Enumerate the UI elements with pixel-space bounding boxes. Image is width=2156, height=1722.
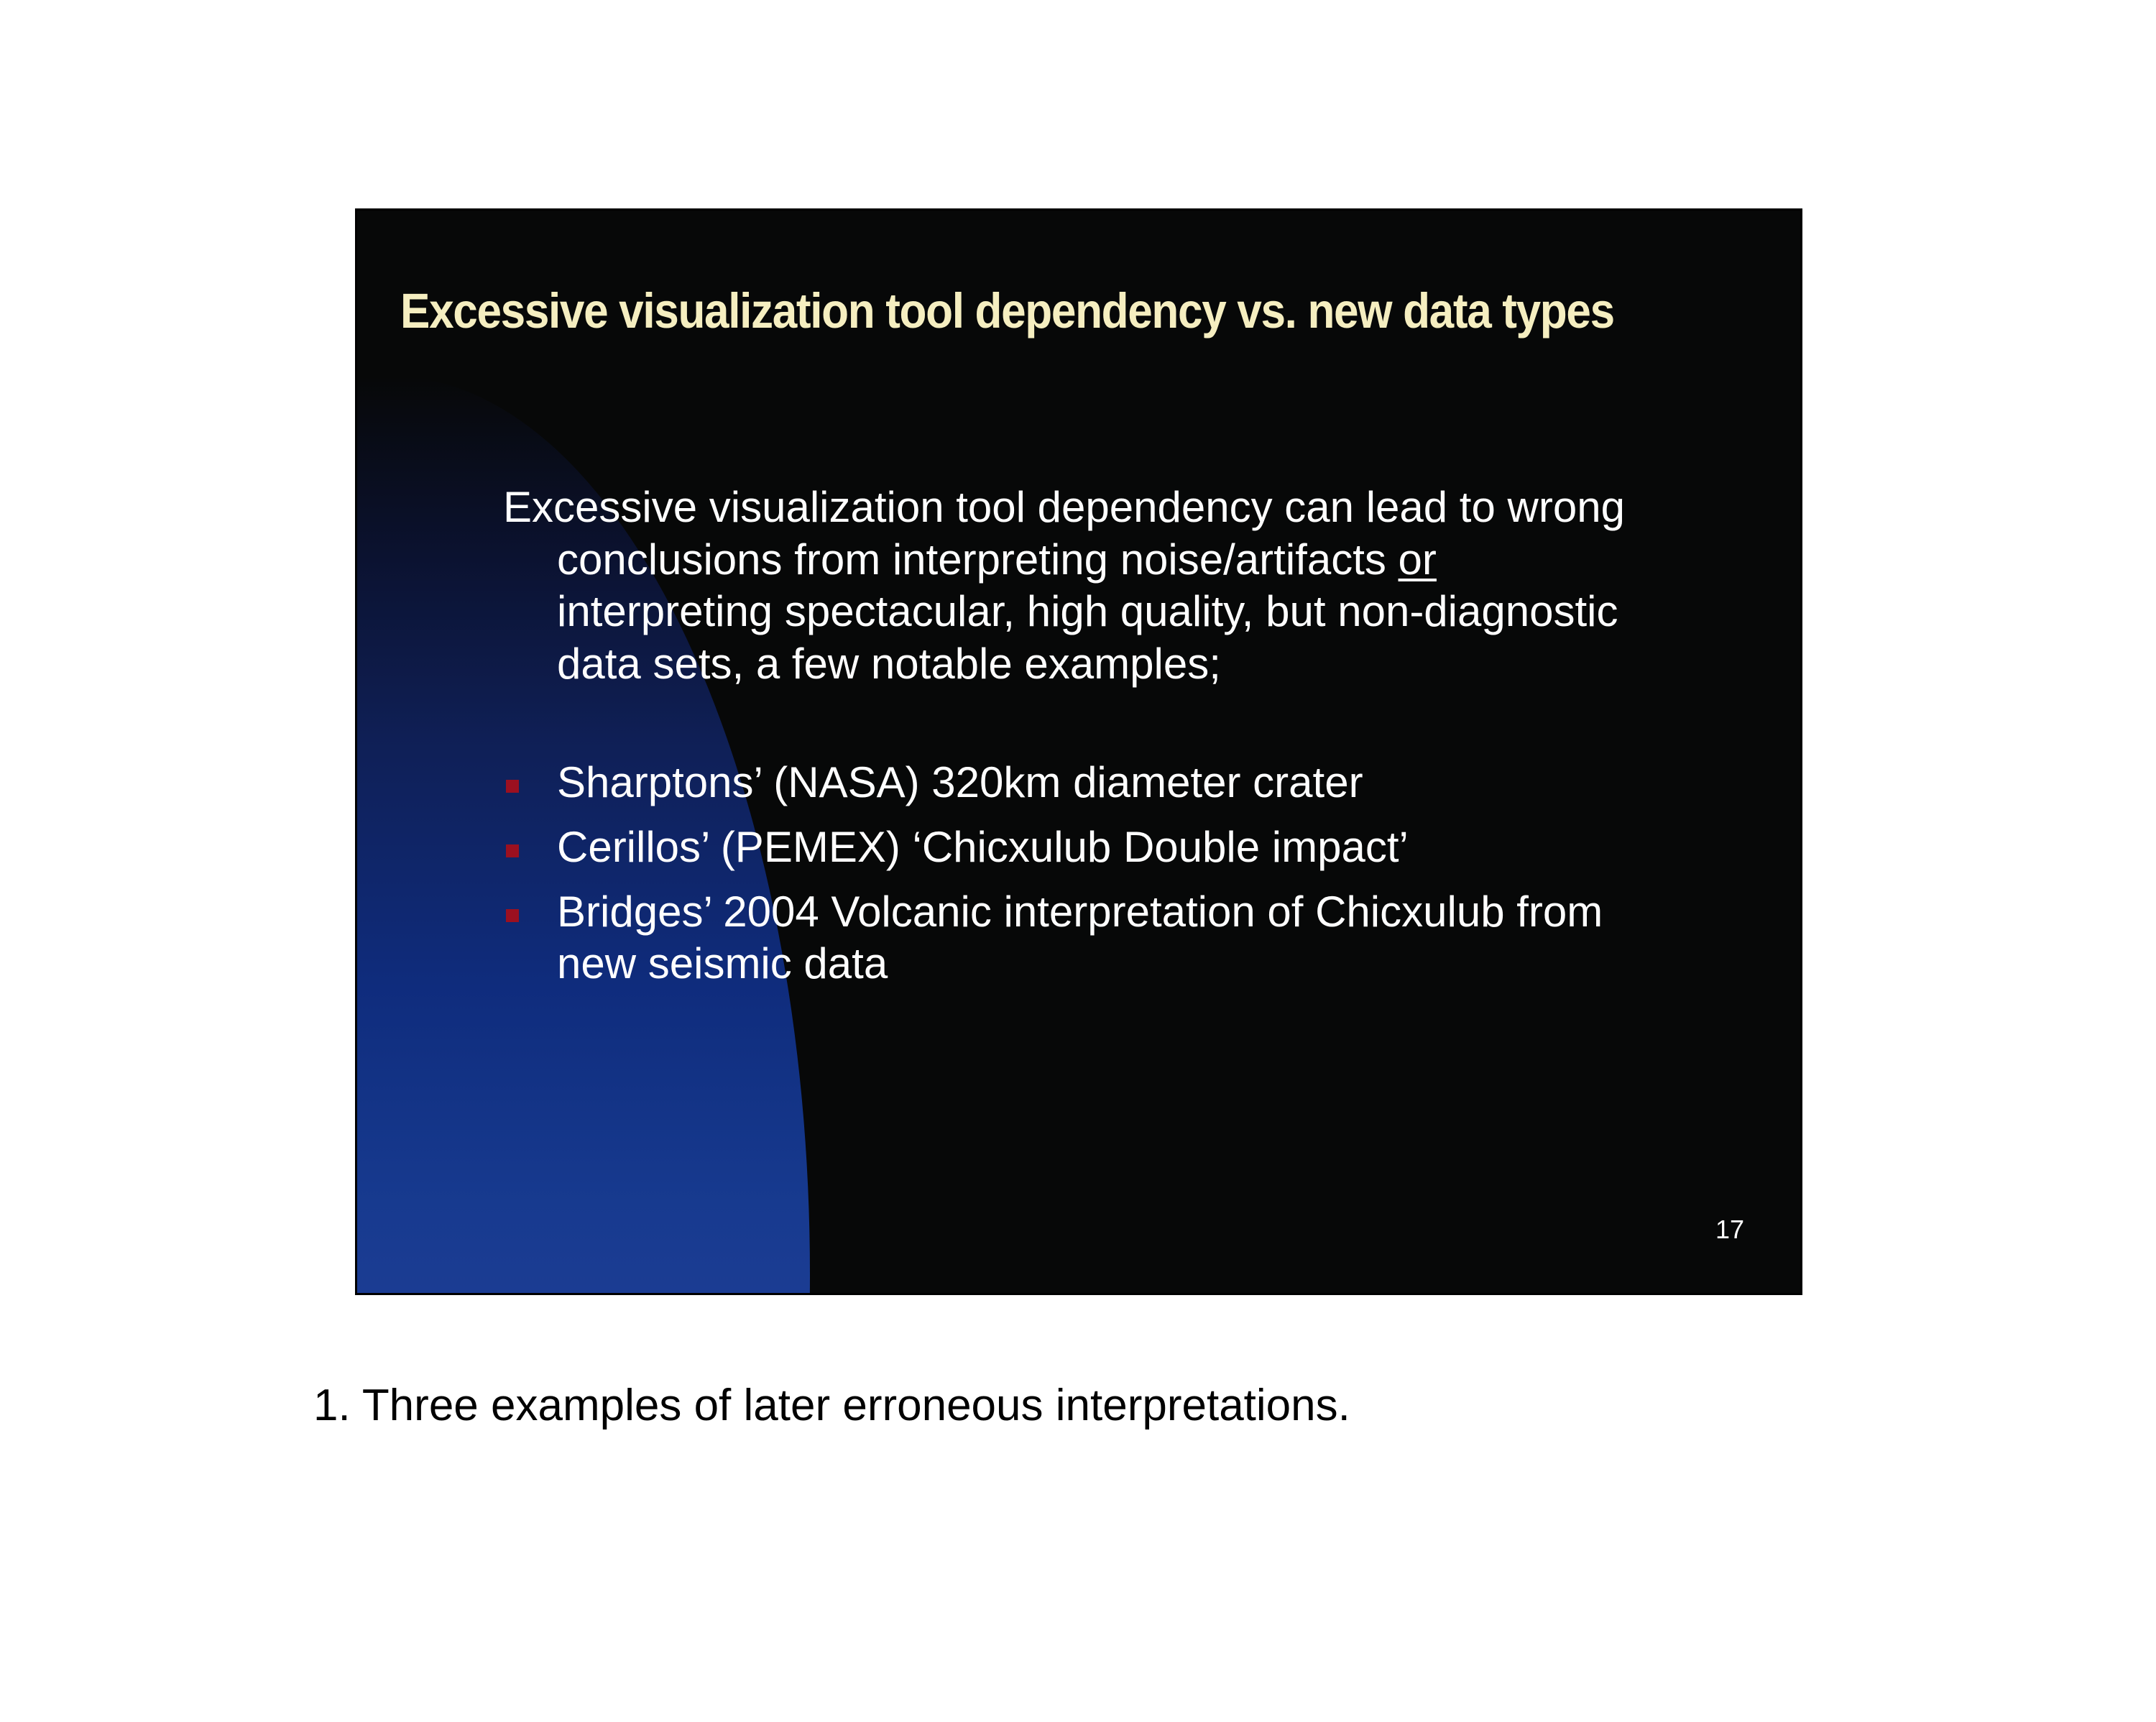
bullet-item	[503, 886, 1782, 990]
slide-intro-paragraph	[503, 482, 1782, 690]
slide-number: 17	[1715, 1215, 1745, 1244]
square-bullet-icon	[506, 909, 519, 922]
intro-underlined-word: or	[1398, 535, 1437, 584]
square-bullet-icon	[506, 780, 519, 793]
bullet-text: Cerillos’ (PEMEX) ‘Chicxulub Double impact’	[557, 823, 1409, 871]
bullet-item	[503, 757, 1782, 809]
intro-line-text: conclusions from interpreting noise/artifacts	[557, 535, 1399, 584]
bullet-text-continuation: new seismic data	[557, 939, 888, 987]
square-bullet-icon	[506, 844, 519, 857]
slide-title: Excessive visualization tool dependency vs. new data types	[400, 283, 1614, 339]
bullet-item	[503, 821, 1782, 873]
intro-line	[503, 534, 1782, 586]
example-bullet-list	[503, 757, 1782, 1003]
intro-line: data sets, a few notable examples;	[557, 639, 1221, 688]
intro-line: Excessive visualization tool dependency can lead to wrong	[503, 483, 1625, 531]
figure-caption: 1. Three examples of later erroneous interpretations.	[313, 1381, 1350, 1430]
intro-line: interpreting spectacular, high quality, but non-diagnostic	[557, 587, 1618, 635]
presentation-slide	[355, 208, 1802, 1295]
bullet-text: Bridges’ 2004 Volcanic interpretation of Chicxulub from	[557, 888, 1603, 936]
bullet-text: Sharptons’ (NASA) 320km diameter crater	[557, 758, 1363, 806]
